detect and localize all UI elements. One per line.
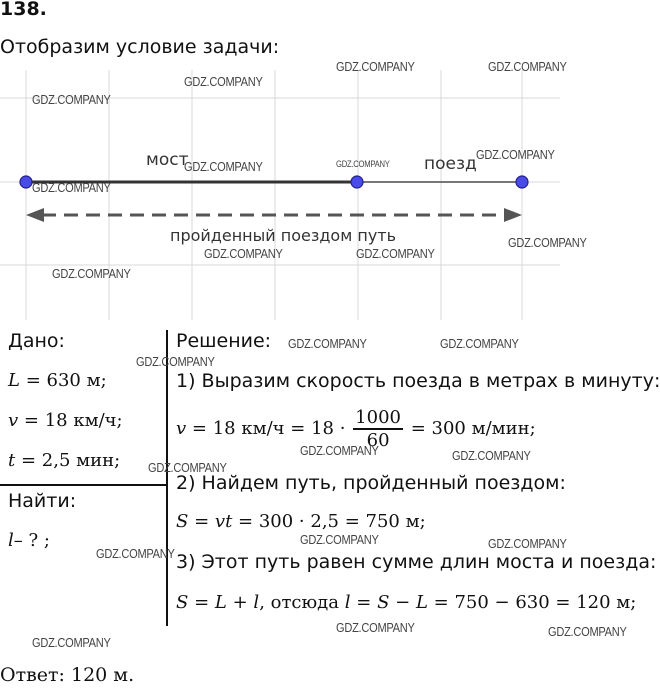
watermark: GDZ.COMPANY [488,59,567,74]
solution-eq3: S = L + l, отсюда l = S − L = 750 − 630 = 120 м; [176,592,637,613]
watermark: GDZ.COMPANY [288,336,367,351]
watermark: GDZ.COMPANY [488,536,567,551]
path-arrow-right-head [504,208,522,222]
path-arrow-left-head [26,208,44,222]
watermark: GDZ.COMPANY [336,159,390,169]
point-train-end [516,176,528,188]
intro-text: Отобразим условие задачи: [0,36,280,58]
watermark: GDZ.COMPANY [52,266,131,281]
watermark: GDZ.COMPANY [184,159,263,174]
watermark: GDZ.COMPANY [476,147,555,162]
solution-step2: 2) Найдем путь, пройденный поездом: [176,472,566,494]
solution-step1: 1) Выразим скорость поезда в метрах в минуту: [176,370,660,392]
watermark: GDZ.COMPANY [32,180,111,195]
given-divider [0,484,166,486]
given-L: L = 630 м; [8,370,107,391]
watermark: GDZ.COMPANY [452,448,531,463]
watermark: GDZ.COMPANY [508,235,587,250]
label-path: пройденный поездом путь [170,226,397,245]
problem-number: 138. [0,0,47,20]
point-bridge-end [351,176,363,188]
given-v: v = 18 км/ч; [8,410,123,431]
find-l: l– ? ; [8,530,50,551]
watermark: GDZ.COMPANY [300,443,379,458]
watermark: GDZ.COMPANY [136,354,215,369]
watermark: GDZ.COMPANY [356,246,435,261]
watermark: GDZ.COMPANY [300,532,379,547]
label-train: поезд [424,154,477,174]
point-bridge-start [20,176,32,188]
solution-title: Решение: [176,330,272,352]
solution-step3: 3) Этот путь равен сумме длин моста и поезда: [176,551,657,573]
watermark: GDZ.COMPANY [148,460,227,475]
watermark: GDZ.COMPANY [440,336,519,351]
problem-diagram [0,70,660,330]
watermark: GDZ.COMPANY [336,620,415,635]
watermark: GDZ.COMPANY [336,59,415,74]
given-title: Дано: [8,330,65,352]
answer-text: Ответ: 120 м. [0,664,135,686]
watermark: GDZ.COMPANY [184,74,263,89]
watermark: GDZ.COMPANY [204,246,283,261]
watermark: GDZ.COMPANY [32,92,111,107]
watermark: GDZ.COMPANY [96,546,175,561]
fraction-1000-60: $\frac{1000}{60}$ [355,407,401,451]
vertical-divider [166,330,168,626]
watermark: GDZ.COMPANY [32,635,111,650]
solution-eq1: v = 18 км/ч = 18 · $\frac{1000}{60}$ = 300 м/мин; [176,407,536,451]
diagram-grid [0,70,560,320]
label-bridge: мост [146,150,189,170]
find-title: Найти: [8,490,77,512]
watermark: GDZ.COMPANY [548,624,627,639]
solution-eq2: S = vt = 300 · 2,5 = 750 м; [176,511,426,532]
given-t: t = 2,5 мин; [8,450,121,471]
